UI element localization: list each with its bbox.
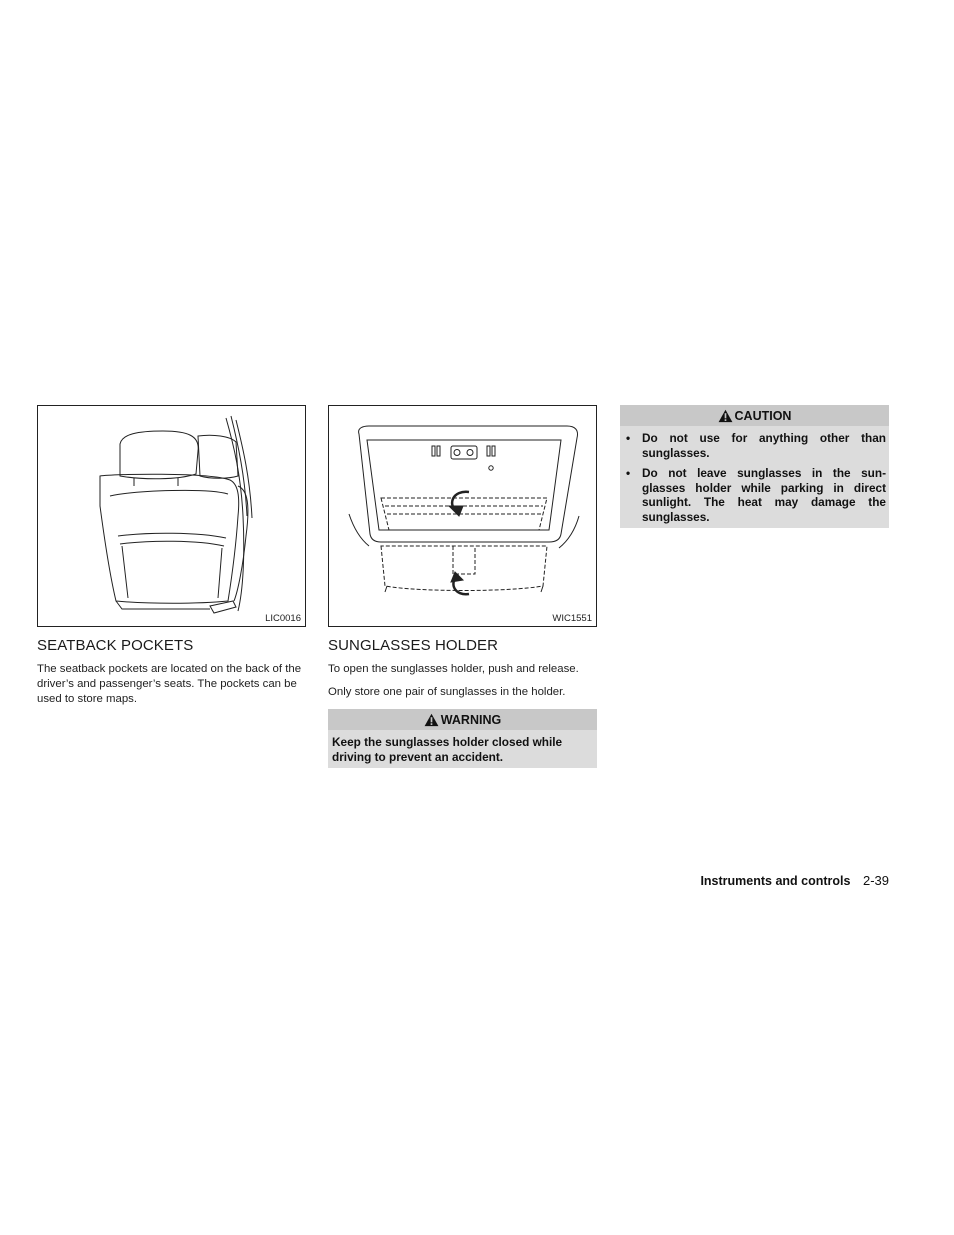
caution-box (620, 405, 889, 528)
section-heading-sunglasses: SUNGLASSES HOLDER (328, 637, 499, 654)
chapter-title: Instruments and controls (700, 874, 851, 888)
caution-title: CAUTION (734, 408, 792, 423)
column-caution (620, 405, 889, 528)
sunglasses-paragraph-2: Only store one pair of sunglasses in the holder. (328, 686, 566, 698)
caution-body (620, 426, 889, 528)
caution-item (624, 431, 886, 460)
warning-triangle-icon (424, 713, 439, 727)
warning-triangle-icon (718, 409, 733, 423)
seatback-figure (37, 405, 306, 627)
seatback-illustration (38, 406, 305, 626)
sunglasses-figure (328, 405, 597, 627)
column-seatback (37, 405, 306, 707)
warning-box (328, 709, 597, 768)
figure-id-label: LIC0016 (265, 613, 301, 624)
caution-item-text: Do not use for anything other than sunglasses. (642, 431, 886, 460)
page-number: 2-39 (862, 873, 889, 888)
warning-title: WARNING (440, 712, 502, 727)
figure-id-label: WIC1551 (552, 613, 592, 624)
bullet: • (626, 466, 631, 480)
bullet: • (626, 431, 631, 445)
caution-list (624, 431, 886, 524)
warning-text: Keep the sunglasses holder closed while driving to prevent an accident. (332, 735, 563, 764)
section-heading-seatback: SEATBACK POCKETS (37, 637, 194, 654)
page-footer (700, 873, 889, 888)
caution-item-text: Do not leave sunglasses in the sun- glasses holder while parking in direct sunlight. The heat may damage the sunglasses. (642, 466, 886, 524)
sunglasses-paragraph-1: To open the sunglasses holder, push and release. (328, 663, 579, 675)
caution-header (620, 405, 889, 426)
seatback-description: The seatback pockets are located on the back of the driver’s and passenger’s seats. The pockets can be used to store maps. (37, 663, 302, 705)
warning-header (328, 709, 597, 730)
caution-item (624, 466, 886, 524)
column-sunglasses (328, 405, 597, 768)
sunglasses-holder-illustration (329, 406, 596, 626)
